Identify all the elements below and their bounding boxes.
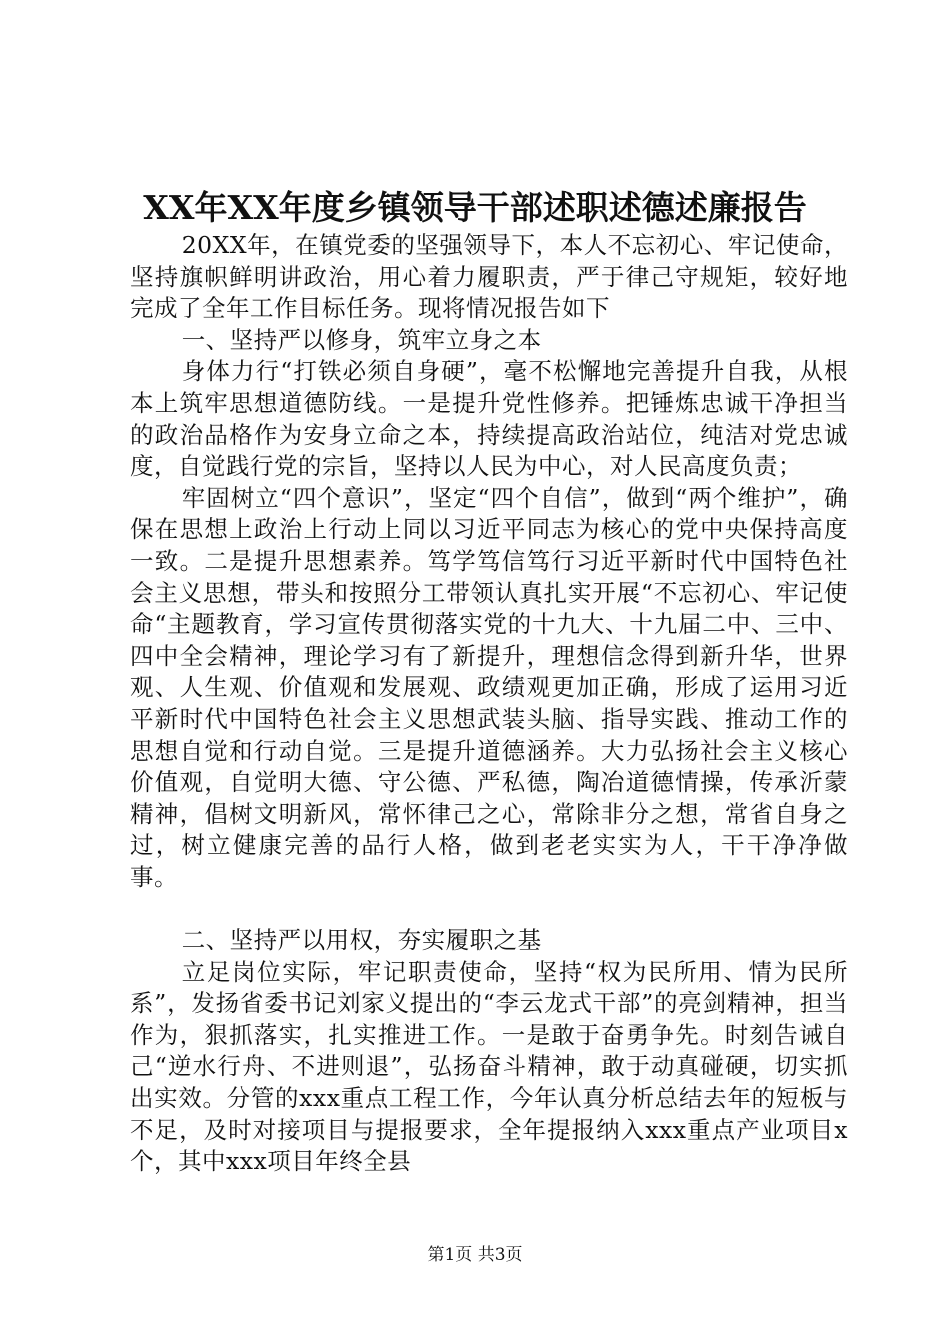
section2-heading: 二、坚持严以用权，夯实履职之基	[181, 926, 542, 955]
document-title: XX年XX年度乡镇领导干部述职述德述廉报告	[143, 188, 807, 227]
section2-paragraph-1: 立足岗位实际，牢记职责使命，坚持“权为民所用、情为民所系”，发扬省委书记刘家义提出的“李云龙式干部”的亮剑精神，担当作为，狠抓落实，扎实推进工作。一是敢于奋勇争先。时刻告诫自己“逆水行舟、不进则退”，弘扬奋斗精神，敢于动真碰硬，切实抓出实效。分管的xxx重点工程工作，今年认真分析总结去年的短板与不足，及时对接项目与提报要求，全年提报纳入xxx重点产业项目x个，其中xxx项目年终全县	[130, 957, 848, 1176]
intro-paragraph: 20XX年，在镇党委的坚强领导下，本人不忘初心、牢记使命，坚持旗帜鲜明讲政治，用心着力履职责，严于律己守规矩，较好地完成了全年工作目标任务。现将情况报告如下	[130, 231, 848, 323]
paragraph-spacer	[130, 893, 848, 925]
page-number: 第1页 共3页	[427, 1245, 523, 1265]
document-body	[130, 230, 848, 1178]
section1-paragraph-2: 牢固树立“四个意识”，坚定“四个自信”，做到“两个维护”，确保在思想上政治上行动上同以习近平同志为核心的党中央保持高度一致。二是提升思想素养。笃学笃信笃行习近平新时代中国特色社会主义思想，带头和按照分工带领认真扎实开展“不忘初心、牢记使命“主题教育，学习宣传贯彻落实党的十九大、十九届二中、三中、四中全会精神，理论学习有了新提升，理想信念得到新升华，世界观、人生观、价值观和发展观、政绩观更加正确，形成了运用习近平新时代中国特色社会主义思想武装头脑、指导实践、推动工作的思想自觉和行动自觉。三是提升道德涵养。大力弘扬社会主义核心价值观，自觉明大德、守公德、严私德，陶冶道德情操，传承沂蒙精神，倡树文明新风，常怀律己之心，常除非分之想，常省自身之过，树立健康完善的品行人格，做到老老实实为人，干干净净做事。	[130, 483, 848, 891]
section1-heading: 一、坚持严以修身，筑牢立身之本	[181, 325, 542, 354]
section1-paragraph-1: 身体力行“打铁必须自身硬”，毫不松懈地完善提升自我，从根本上筑牢思想道德防线。一是提升党性修养。把锤炼忠诚干净担当的政治品格作为安身立命之本，持续提高政治站位，纯洁对党忠诚度，自觉践行党的宗旨，坚持以人民为中心，对人民高度负责；	[130, 357, 848, 481]
